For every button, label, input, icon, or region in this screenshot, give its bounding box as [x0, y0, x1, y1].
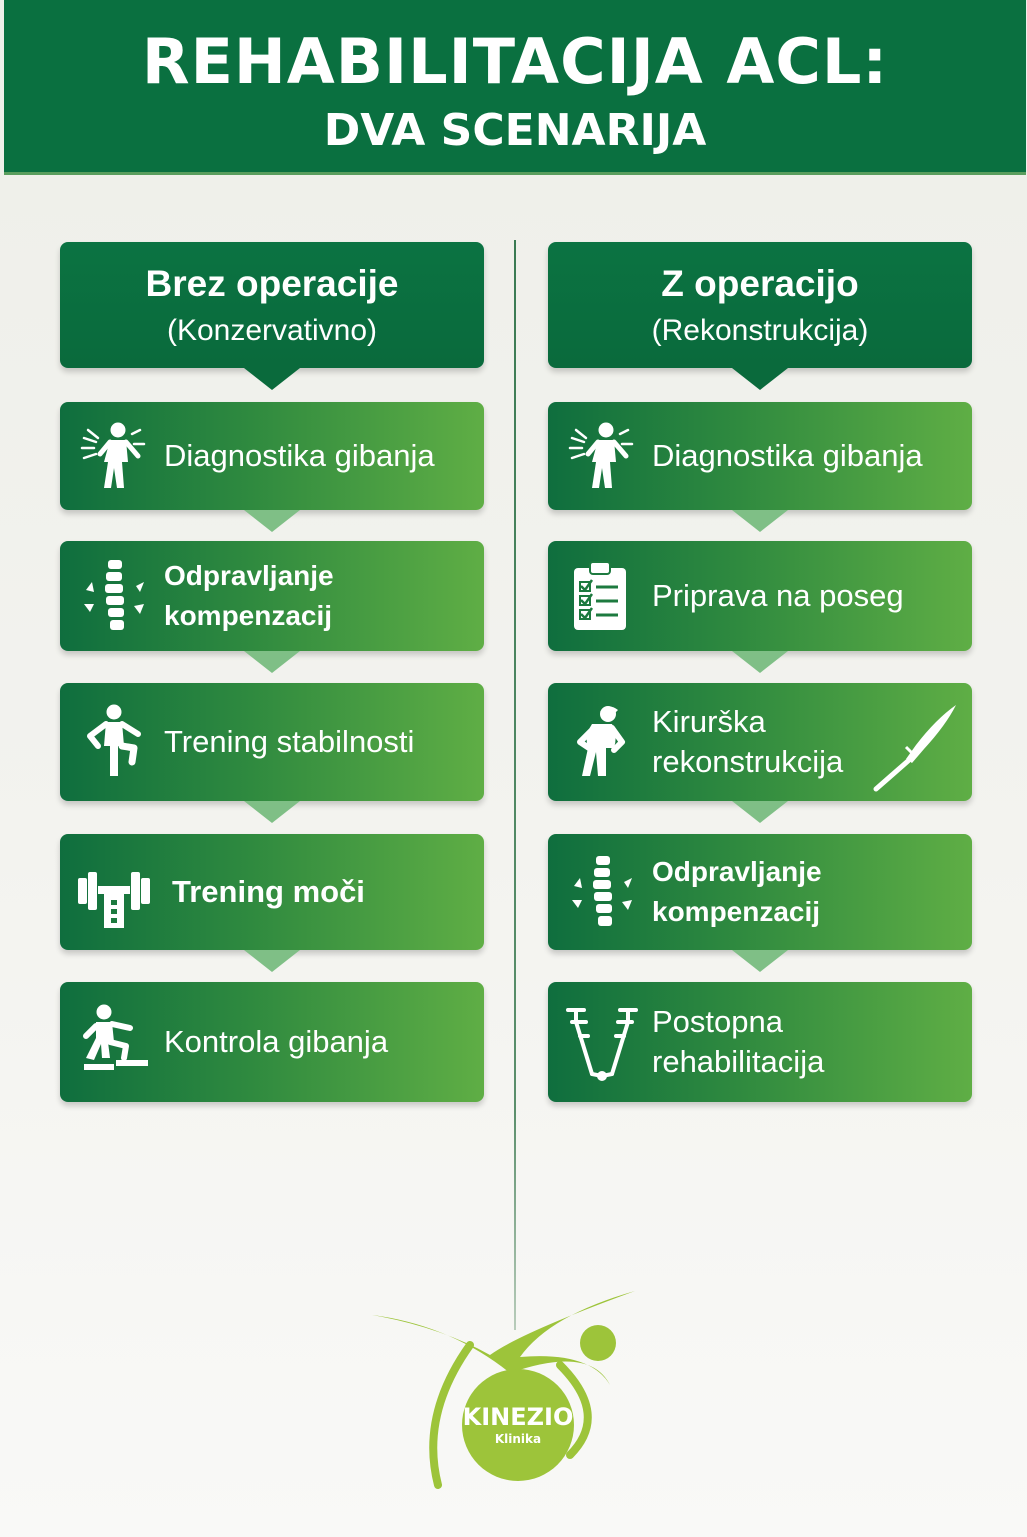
step-arrow [732, 801, 788, 823]
step-arrow [732, 510, 788, 532]
left-step-1 [60, 402, 484, 510]
step-label: Trening moči [172, 874, 365, 909]
right-header-arrow [732, 368, 788, 390]
step-arrow [732, 950, 788, 972]
step-arrow [732, 651, 788, 673]
column-divider [514, 240, 516, 1330]
left-step-2 [60, 541, 484, 651]
step-up-person-icon [74, 1002, 154, 1082]
crutches-icon [562, 1002, 642, 1082]
right-step-1 [548, 402, 972, 510]
step-label: Diagnostika gibanja [164, 438, 435, 473]
step-arrow [244, 801, 300, 823]
logo-brand-text: KINEZIO [462, 1403, 574, 1431]
right-column-title: Z operacijo [661, 263, 859, 304]
right-step-3 [548, 683, 972, 801]
left-column-header [60, 242, 484, 368]
spine-icon [562, 852, 642, 932]
step-label: Odpravljanje kompenzacij [164, 560, 334, 631]
header-banner [4, 0, 1026, 172]
right-step-5 [548, 982, 972, 1102]
page-subtitle: DVA SCENARIJA [323, 105, 707, 156]
surgeon-icon [562, 702, 642, 782]
step-arrow [244, 510, 300, 532]
scalpel-icon [866, 701, 962, 797]
left-step-5 [60, 982, 484, 1102]
spine-icon [74, 556, 154, 636]
right-column-header [548, 242, 972, 368]
left-header-arrow [244, 368, 300, 390]
kinezio-logo [360, 1285, 660, 1495]
step-label: Postopna rehabilitacija [652, 1004, 825, 1079]
step-label: Kontrola gibanja [164, 1024, 389, 1059]
step-label: Odpravljanje kompenzacij [652, 856, 822, 927]
step-label: Trening stabilnosti [164, 724, 415, 759]
right-column-subtitle: (Rekonstrukcija) [651, 314, 869, 347]
step-label: Priprava na poseg [652, 578, 904, 613]
clipboard-checklist-icon [562, 556, 642, 636]
left-step-4 [60, 834, 484, 950]
person-pain-icon [74, 416, 154, 496]
right-step-2 [548, 541, 972, 651]
step-arrow [244, 651, 300, 673]
logo-sub-text: Klinika [494, 1432, 542, 1446]
page-title: REHABILITACIJA ACL: [141, 25, 889, 98]
right-step-4 [548, 834, 972, 950]
left-step-3 [60, 683, 484, 801]
step-label: Diagnostika gibanja [652, 438, 923, 473]
person-pain-icon [562, 416, 642, 496]
left-column-subtitle: (Konzervativno) [166, 314, 378, 347]
dumbbell-icon [74, 852, 154, 932]
left-column-title: Brez operacije [145, 263, 399, 304]
balance-person-icon [74, 702, 154, 782]
step-arrow [244, 950, 300, 972]
step-label: Kirurška rekonstrukcija [652, 704, 844, 779]
